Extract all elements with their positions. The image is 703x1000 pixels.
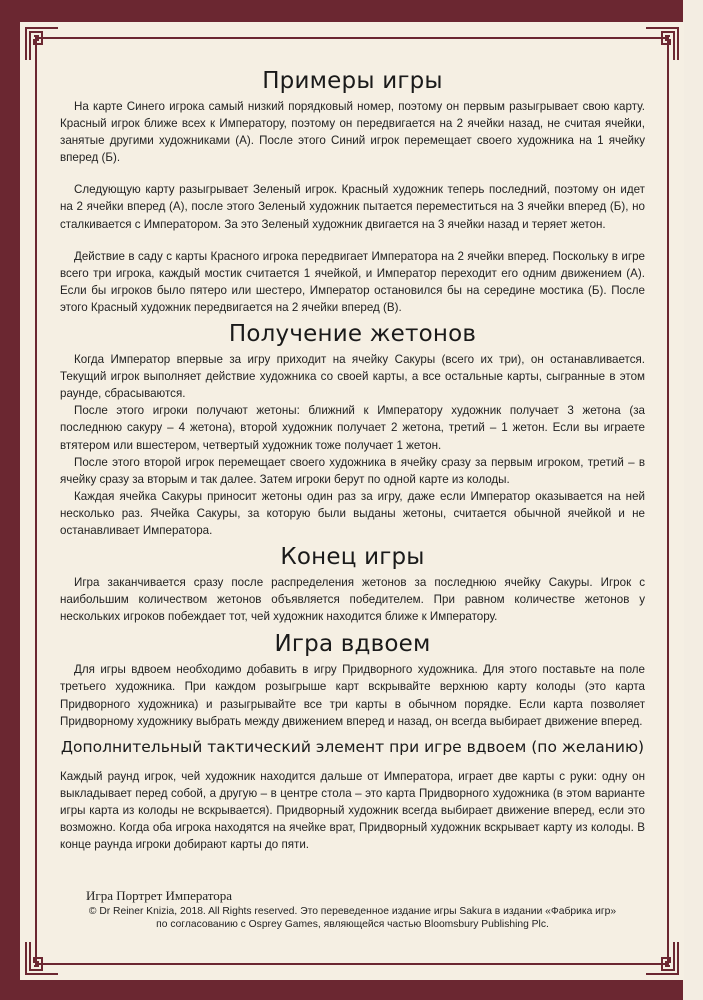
paragraph: Каждый раунд игрок, чей художник находится дальше от Императора, играет две карты с руки: одну он выкладывает перед собой, а другую – в центре стола – это карта Придворного художника (в этом варианте игры карта из колоды не вскрывается). Придворный художник всегда выбирает движение вперед, если это возможно. Когда оба игрока находятся на ячейке врат, Придворный художник вскрывает карту из колоды. В конце раунда игроки добирают карты до пяти. bbox=[60, 769, 645, 852]
copyright-line: по согласованию с Osprey Games, являющейся частью Bloomsbury Publishing Plc. bbox=[156, 919, 549, 930]
paragraph: Каждая ячейка Сакуры приносит жетоны один раз за игру, даже если Император оказывается на ней несколько раз. Ячейка Сакуры, за которую были выданы жетоны, считается обычной ячейкой и не останавливает Императора. bbox=[60, 489, 645, 537]
corner-ornament-bottom-left bbox=[24, 940, 60, 976]
heading-two-player: Игра вдвоем bbox=[274, 631, 431, 658]
right-edge-strip bbox=[683, 0, 703, 1000]
heading-tokens: Получение жетонов bbox=[228, 321, 477, 348]
copyright-notice bbox=[80, 905, 625, 931]
paragraph: На карте Синего игрока самый низкий порядковый номер, поэтому он первым разыгрывает свою карту. Красный игрок ближе всех к Императору, поэтому он передвигается на 2 ячейки назад, не считая ячейки, занятые другими художниками (А). После этого Синий игрок перемещает своего художника на 1 ячейку вперед (Б). bbox=[60, 100, 645, 165]
paragraph: Для игры вдвоем необходимо добавить в игру Придворного художника. Для этого поставьте на поле третьего художника. При каждом розыгрыше карт вскрывайте верхнюю карту колоды (это карта Придворного художника) и разыгрывайте все три карты в обычном порядке. Если карта позволяет Придворному художнику выбрать между движением вперед и назад, он всегда выбирает движение вперед. bbox=[60, 663, 645, 728]
paragraph: Действие в саду с карты Красного игрока передвигает Императора на 2 ячейки вперед. Поскольку в игре всего три игрока, каждый мостик считается 1 ячейкой, и Император переходит его одним движением (А). Если бы игроков было пятеро или шестеро, Император остановился бы на середине мостика (Б). После этого Красный художник передвигается на 2 ячейки вперед (В). bbox=[60, 249, 645, 314]
document-body bbox=[60, 68, 645, 853]
paragraph: После этого игроки получают жетоны: ближний к Императору художник получает 3 жетона (за последнюю сакуру – 4 жетона), второй художник получает 2 жетона, третий – 1 жетон. Если вы играете втятером или вшестером, четвертый художник тоже получает 1 жетон. bbox=[60, 404, 645, 452]
corner-ornament-bottom-right bbox=[644, 940, 680, 976]
paragraph: Когда Император впервые за игру приходит на ячейку Сакуры (всего их три), он останавливается. Текущий игрок выполняет действие художника со своей карты, а все остальные карты, сыгранные в этом раунде, сбрасываются. bbox=[60, 353, 645, 401]
heading-tactical-variant: Дополнительный тактический элемент при игре вдвоем (по желанию) bbox=[60, 737, 645, 756]
paragraph: Игра заканчивается сразу после распределения жетонов за последнюю ячейку Сакуры. Игрок с наибольшим количеством жетонов объявляется победителем. При равном количестве жетонов у нескольких игроков побеждает тот, чей художник находится ближе к Императору. bbox=[60, 576, 645, 624]
copyright-line: © Dr Reiner Knizia, 2018. All Rights reserved. Это переведенное издание игры Sakura в издании «Фабрика игр» bbox=[88, 906, 617, 917]
paragraph: После этого второй игрок перемещает своего художника в ячейку сразу за первым игроком, третий – в ячейку сразу за вторым и так далее. Затем игроки берут по одной карте из колоды. bbox=[60, 455, 645, 486]
paragraph: Следующую карту разыгрывает Зеленый игрок. Красный художник теперь последний, поэтому он идет на 2 ячейки вперед (А), после этого Зеленый художник пытается переместиться на 3 ячейки вперед (Б), но сталкивается с Императором. За это Зеленый художник двигается на 3 ячейки назад и теряет жетон. bbox=[60, 183, 645, 231]
footer-game-title: Игра Портрет Императора bbox=[86, 888, 233, 903]
corner-ornament-top-left bbox=[24, 26, 60, 62]
heading-end-game: Конец игры bbox=[280, 544, 425, 571]
heading-examples: Примеры игры bbox=[262, 68, 443, 94]
corner-ornament-top-right bbox=[644, 26, 680, 62]
